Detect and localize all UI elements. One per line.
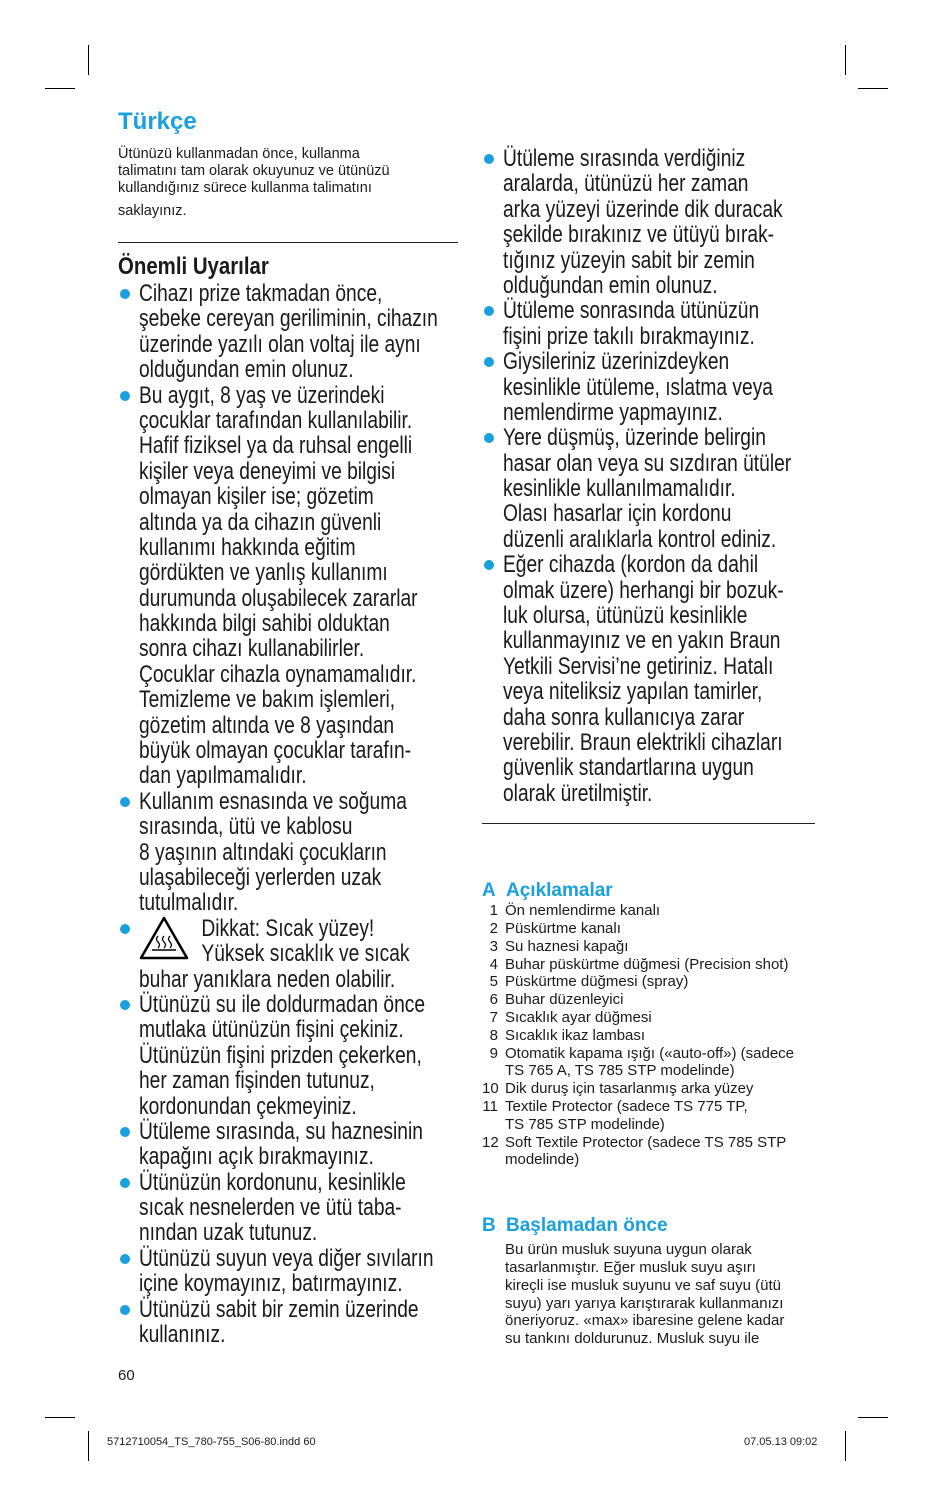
list-item-line: veya niteliksiz yapılan tamirler, — [503, 678, 763, 706]
bullet-dot — [484, 154, 494, 164]
list-item-line: nından uzak tutunuz. — [139, 1219, 318, 1247]
list-item-line: Ütüleme sırasında, su haznesinin — [139, 1117, 423, 1145]
list-item-line: 8 yaşının altındaki çocukların — [139, 838, 387, 866]
list-item-line: kullanmayınız ve en yakın Braun — [503, 627, 781, 655]
list-item-line: kordonundan çekmeyiniz. — [139, 1092, 357, 1120]
item-number: 3 — [489, 937, 498, 955]
warning-list-continued — [118, 992, 458, 1347]
page-title: Türkçe — [118, 108, 197, 135]
item-text: Sıcaklık ayar düğmesi — [505, 1008, 652, 1026]
item-text: TS 765 A, TS 785 STP modelinde) — [505, 1062, 735, 1080]
list-item-line: Ütünüzü su ile doldurmadan önce — [139, 990, 426, 1018]
bullet-dot — [120, 1178, 130, 1188]
bullet-dot — [120, 1305, 130, 1315]
list-item-line: Olası hasarlar için kordonu — [503, 500, 732, 528]
list-item — [482, 349, 822, 425]
intro-line: talimatını tam olarak okuyunuz ve ütünüzü — [118, 163, 390, 179]
list-item-line: hakkında bilgi sahibi olduktan — [139, 610, 390, 638]
item-text: Püskürtme düğmesi (spray) — [505, 973, 689, 991]
bullet-dot — [484, 433, 494, 443]
paragraph-line: öneriyoruz. «max» ibaresine gelene kadar — [505, 1312, 785, 1330]
item-text: Soft Textile Protector (sadece TS 785 STP — [505, 1133, 787, 1151]
list-item-line: hasar olan veya su sızdıran ütüler — [503, 449, 792, 477]
parts-list-item — [482, 902, 822, 920]
list-item-line: üzerinde yazılı olan voltaj ile aynı — [139, 330, 421, 358]
list-item-line: olduğundan emin olunuz. — [503, 271, 718, 299]
list-item-line: Ütüleme sonrasında ütünüzün — [503, 297, 760, 325]
list-item — [482, 298, 822, 349]
section-title: Başlamadan önce — [506, 1215, 668, 1237]
item-number: 1 — [489, 902, 498, 920]
paragraph-line: suyu) yarı yarıya karıştırarak kullanmanızı — [505, 1294, 784, 1312]
warning-list-right — [482, 146, 822, 806]
item-text: Su haznesi kapağı — [505, 937, 629, 955]
item-number: 6 — [489, 991, 498, 1009]
list-item-line: aralarda, ütünüzü her zaman — [503, 170, 749, 198]
footer-date: 07.05.13 09:02 — [744, 1436, 818, 1448]
paragraph-line: Bu ürün musluk suyuna uygun olarak — [505, 1241, 752, 1259]
crop-mark — [858, 88, 888, 89]
item-text: TS 785 STP modelinde) — [505, 1115, 665, 1133]
left-column — [118, 108, 458, 1347]
list-item-line: arka yüzeyi üzerinde dik duracak — [503, 195, 783, 223]
item-number: 10 — [482, 1080, 499, 1098]
footer-file: 5712710054_TS_780-755_S06-80.indd 60 — [107, 1436, 316, 1448]
parts-list-item — [482, 1134, 822, 1170]
crop-mark — [45, 88, 75, 89]
list-item-line: verebilir. Braun elektrikli cihazları — [503, 728, 783, 756]
item-text: Buhar püskürtme düğmesi (Precision shot) — [505, 955, 789, 973]
item-text: Textile Protector (sadece TS 775 TP, — [505, 1097, 748, 1115]
parts-list — [482, 902, 822, 1169]
list-item-line: şekilde bırakınız ve ütüyü bırak- — [503, 221, 775, 249]
bullet-dot — [484, 357, 494, 367]
list-item-line: sırasında, ütü ve kablosu — [139, 813, 353, 841]
parts-list-item — [482, 1045, 822, 1081]
section-letter: A — [482, 880, 496, 902]
intro-line: Ütünüzü kullanmadan önce, kullanma — [118, 146, 360, 162]
list-item-line: tutulmalıdır. — [139, 889, 239, 917]
list-item-line: altında ya da cihazın güvenli — [139, 508, 382, 536]
list-item-line: kapağını açık bırakmayınız. — [139, 1143, 374, 1171]
bullet-dot — [484, 560, 494, 570]
list-item — [118, 1119, 458, 1170]
item-text: Otomatik kapama ışığı («auto-off») (sadece — [505, 1044, 795, 1062]
parts-list-item — [482, 920, 822, 938]
list-item-line: dan yapılmamalıdır. — [139, 762, 307, 790]
list-item-line: kişiler veya deneyimi ve bilgisi — [139, 457, 396, 485]
bullet-dot — [484, 306, 494, 316]
item-text: Sıcaklık ikaz lambası — [505, 1026, 646, 1044]
list-item-line: Yetkili Servisi’ne getiriniz. Hatalı — [503, 652, 774, 680]
section-heading: Önemli Uyarılar — [118, 253, 269, 280]
list-item-line: kullanımı hakkında eğitim — [139, 533, 356, 561]
item-text: Buhar düzenleyici — [505, 991, 624, 1009]
list-item — [118, 383, 458, 789]
section-title: Açıklamalar — [506, 880, 613, 902]
list-item-line: Ütünüzü suyun veya diğer sıvıların — [139, 1244, 434, 1272]
parts-list-item — [482, 1027, 822, 1045]
list-item-line: kesinlikle kullanılmamalıdır. — [503, 475, 736, 503]
list-item-line: güvenlik standartlarına uygun — [503, 754, 754, 782]
list-item-line: Kullanım esnasında ve soğuma — [139, 787, 407, 815]
crop-mark — [45, 1417, 75, 1418]
list-item-line: Temizleme ve bakım işlemleri, — [139, 686, 396, 714]
bullet-dot — [120, 1127, 130, 1137]
bullet-dot — [120, 797, 130, 807]
list-item-line: Bu aygıt, 8 yaş ve üzerindeki — [139, 381, 385, 409]
parts-list-item — [482, 991, 822, 1009]
item-number: 7 — [489, 1008, 498, 1026]
section-a-heading — [482, 880, 822, 902]
list-item-line: Hafif fiziksel ya da ruhsal engelli — [139, 432, 413, 460]
intro-line: saklayınız. — [118, 203, 187, 219]
list-item-line: Cihazı prize takmadan önce, — [139, 280, 383, 307]
page-number: 60 — [118, 1367, 135, 1384]
list-item-line: büyük olmayan çocuklar tarafın- — [139, 737, 412, 765]
list-item-line: kullanınız. — [139, 1321, 226, 1349]
list-item-line: daha sonra kullanıcıya zarar — [503, 703, 745, 731]
intro-line: kullandığınız sürece kullanma talimatını — [118, 180, 372, 196]
list-item — [118, 1170, 458, 1246]
parts-list-item — [482, 938, 822, 956]
list-item-line: her zaman fişinden tutunuz, — [139, 1067, 375, 1095]
list-item-line: olmak üzere) herhangi bir bozuk- — [503, 576, 784, 604]
list-item-line: Ütüleme sırasında verdiğiniz — [503, 145, 746, 172]
section-letter: B — [482, 1215, 496, 1237]
list-item-line: ulaşabileceği yerlerden uzak — [139, 863, 382, 891]
list-item-line: olmayan kişiler ise; gözetim — [139, 483, 374, 511]
crop-mark — [845, 45, 846, 75]
item-number: 2 — [489, 919, 498, 937]
bullet-dot — [120, 1254, 130, 1264]
item-number: 11 — [482, 1097, 498, 1115]
crop-mark — [858, 1417, 888, 1418]
item-number: 8 — [489, 1026, 498, 1044]
item-number: 4 — [489, 955, 498, 973]
section-b-heading — [482, 1215, 822, 1237]
list-item-line: fişini prize takılı bırakmayınız. — [503, 322, 755, 350]
parts-list-item — [482, 956, 822, 974]
item-text: modelinde) — [505, 1151, 580, 1169]
section-b-text — [482, 1241, 822, 1348]
parts-list-item — [482, 1098, 822, 1134]
list-item-line: kesinlikle ütüleme, ıslatma veya — [503, 373, 773, 401]
item-number: 12 — [482, 1133, 499, 1151]
list-item-line: sonra cihazı kullanabilirler. — [139, 635, 365, 663]
list-item-line: sıcak nesnelerden ve ütü taba- — [139, 1194, 402, 1222]
list-item-line: çocuklar tarafından kullanılabilir. — [139, 406, 413, 434]
list-item — [482, 425, 822, 552]
list-item-line: olarak üretilmiştir. — [503, 779, 653, 807]
divider — [118, 242, 458, 243]
list-item-hot-surface — [118, 916, 458, 992]
list-item — [118, 1297, 458, 1348]
list-item — [118, 789, 458, 916]
paragraph-line: tasarlanmıştır. Eğer musluk suyu aşırı — [505, 1258, 756, 1276]
list-item-line: gözetim altında ve 8 yaşından — [139, 711, 395, 739]
parts-list-item — [482, 1009, 822, 1027]
warning-line: buhar yanıklara neden olabilir. — [139, 965, 396, 993]
list-item-line: Çocuklar cihazla oynamamalıdır. — [139, 660, 417, 688]
warning-list — [118, 281, 458, 916]
item-number: 5 — [489, 973, 498, 991]
paragraph-line: kireçli ise musluk suyunu ve saf suyu (ütü — [505, 1276, 781, 1294]
list-item — [118, 281, 458, 383]
item-text: Dik duruş için tasarlanmış arka yüzey — [505, 1080, 754, 1098]
crop-mark — [845, 1431, 846, 1461]
paragraph-line: su tankını doldurunuz. Musluk suyu ile — [505, 1330, 760, 1348]
list-item-line: içine koymayınız, batırmayınız. — [139, 1270, 403, 1298]
bullet-dot — [120, 1000, 130, 1010]
list-item-line: Eğer cihazda (kordon da dahil — [503, 551, 759, 579]
crop-mark — [88, 45, 89, 75]
list-item — [118, 1246, 458, 1297]
list-item — [482, 552, 822, 806]
list-item-line: düzenli aralıklarla kontrol ediniz. — [503, 525, 777, 553]
list-item-line: Yere düşmüş, üzerinde belirgin — [503, 424, 766, 452]
list-item-line: Giysileriniz üzerinizdeyken — [503, 348, 730, 376]
crop-mark — [88, 1431, 89, 1461]
list-item-line: mutlaka ütünüzün fişini çekiniz. — [139, 1016, 404, 1044]
list-item-line: durumunda oluşabilecek zararlar — [139, 584, 418, 612]
list-item-line: tığınız yüzeyin sabit bir zemin — [503, 246, 755, 274]
warning-line: Dikkat: Sıcak yüzey! — [201, 914, 375, 942]
list-item-line: nemlendirme yapmayınız. — [503, 398, 723, 426]
list-item-line: gördükten ve yanlış kullanımı — [139, 559, 388, 587]
bullet-dot — [120, 924, 130, 934]
item-number: 9 — [489, 1044, 498, 1062]
list-item — [482, 146, 822, 298]
right-column — [482, 146, 822, 1348]
warning-line: Yüksek sıcaklık ve sıcak — [201, 940, 410, 968]
list-item-line: şebeke cereyan geriliminin, cihazın — [139, 305, 438, 333]
item-text: Ön nemlendirme kanalı — [505, 902, 661, 920]
bullet-dot — [120, 289, 130, 299]
parts-list-item — [482, 973, 822, 991]
list-item-line: Ütünüzü sabit bir zemin üzerinde — [139, 1295, 419, 1323]
list-item-line: Ütünüzün kordonunu, kesinlikle — [139, 1168, 406, 1196]
list-item-line: olduğundan emin olunuz. — [139, 356, 354, 384]
list-item-line: Ütünüzün fişini prizden çekerken, — [139, 1041, 422, 1069]
list-item-line: luk olursa, ütünüzü kesinlikle — [503, 602, 748, 630]
list-item — [118, 992, 458, 1119]
parts-list-item — [482, 1080, 822, 1098]
item-text: Püskürtme kanalı — [505, 919, 621, 937]
intro-text — [118, 146, 458, 220]
bullet-dot — [120, 391, 130, 401]
